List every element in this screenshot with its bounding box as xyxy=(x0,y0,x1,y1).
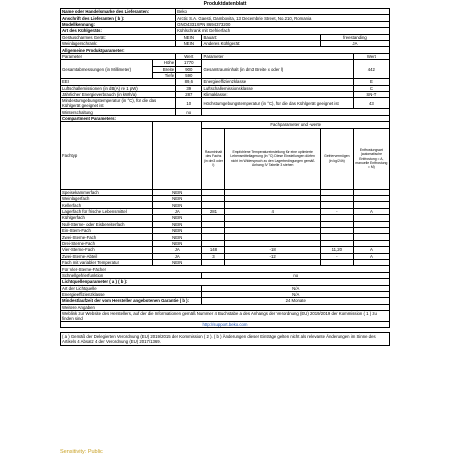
annual-energy-value: 287 xyxy=(176,92,202,98)
compartment-temp: 4 xyxy=(225,208,320,214)
compartment-name: Fach mit variabler Temperatur xyxy=(61,259,153,265)
compartment-name: Weinlagerfach xyxy=(61,196,153,202)
warranty-value: 24 Monate xyxy=(202,298,390,304)
noise-value: 39 xyxy=(176,85,202,91)
energy-class-label: Energieeffizienzklasse xyxy=(202,79,353,85)
compartment-present: JA xyxy=(153,247,202,253)
compartment-freeze: - xyxy=(320,253,353,259)
compartment-volume: 148 xyxy=(202,247,225,253)
col-freeze: Gefriervermögen (in kg/24h) xyxy=(320,128,353,189)
compartment-freeze: - xyxy=(320,208,353,214)
winter-value: no xyxy=(176,109,202,115)
quickfreeze-value: no xyxy=(202,272,390,278)
compartment-defrost: A xyxy=(353,253,389,259)
climate-class-value: SN-T xyxy=(353,92,389,98)
compartment-present: JA xyxy=(153,208,202,214)
compartment-volume: 3 xyxy=(202,253,225,259)
other-appliance-value: JA xyxy=(320,40,389,46)
light-class-value: N/A xyxy=(202,291,390,297)
supplier-address-label: Anschrift des Lieferanten ( b ): xyxy=(61,15,176,21)
compartment-name: Null-Sterne- oder Eisbereiterfach xyxy=(61,221,153,227)
compartment-present: NEIN xyxy=(153,202,202,208)
compartment-present: NEIN xyxy=(153,221,202,227)
col-param: Parameter xyxy=(202,53,353,59)
noise-class-label: Luftschallemissionsklasse xyxy=(202,85,353,91)
compartment-name: Zwei-Sterne-Abteil xyxy=(61,253,153,259)
support-link[interactable]: http://support.beko.com xyxy=(61,322,390,328)
compartment-name: Drei-Sterne-Fach xyxy=(61,240,153,246)
compartment-volume: 281 xyxy=(202,208,225,214)
more-info-label: Weitere Angaben xyxy=(61,304,390,310)
climate-class-label: Klimaklasse: xyxy=(202,92,353,98)
compartment-name: Zwei-Sterne-Fach xyxy=(61,234,153,240)
datasheet-table xyxy=(60,8,390,346)
compartment-present: NEIN xyxy=(153,259,202,265)
eei-value: 89,6 xyxy=(176,79,202,85)
compartment-name: Vier-Sterne-Fach xyxy=(61,247,153,253)
dimensions-label: Gesamtabmessungen (in Millimeter) xyxy=(61,60,153,79)
compartment-freeze: 11,20 xyxy=(320,247,353,253)
weblink-text: Weblink zur Website des Herstellers, auf der die Informationen gemäß Nummer 4 Buchstabe a des Anhangs der Verordnung (EU) 2019/2019 der Kommission ( 1 ) zu finden sind xyxy=(61,311,390,322)
design-label: Bauart: xyxy=(202,34,320,40)
supplier-name-label: Name oder Handelsmarke des Lieferanten: xyxy=(61,9,176,15)
energy-class-value: E xyxy=(353,79,389,85)
light-type-value: N/A xyxy=(202,285,390,291)
light-type-label: Art der Lichtquelle xyxy=(61,285,202,291)
wine-cabinet-value: NEIN xyxy=(176,40,202,46)
warranty-label: Mindestlaufzeit der vom Hersteller angebotenen Garantie ( b ): xyxy=(61,298,202,304)
quickfreeze-label: Schnellgefrierfunktion xyxy=(61,272,202,278)
compartment-present: NEIN xyxy=(153,234,202,240)
footnotes: ( a ) Gemäß der Delegierten Verordnung (EU) 2019/2015 der Kommission ( 2 ). ( b ) Änderungen dieser Einträge gelten nicht als relevante Änderungen im Sinne des Artikels 4 Absatz 4 der Verordnung (EU) 2017/1369. xyxy=(61,333,390,346)
compartment-present: NEIN xyxy=(153,240,202,246)
max-temp-label: Höchstumgebungstemperatur (in °C), für die das Kühlgerät geeignet ist xyxy=(202,98,353,109)
winter-label: Winterschaltung xyxy=(61,109,176,115)
compartment-temp: -18 xyxy=(225,247,320,253)
model-label: Modellkennung: xyxy=(61,21,176,27)
low-noise-value: NEIN xyxy=(176,34,202,40)
compartment-defrost: A xyxy=(353,208,389,214)
fachparameter-header: Fachparameter und -werte xyxy=(202,122,390,128)
supplier-name-value: Beko xyxy=(176,9,390,15)
appliance-type-value: Kühlschrank mit Gefrierfach xyxy=(176,28,390,34)
depth-value: 590 xyxy=(176,72,202,78)
width-label: Breite xyxy=(153,66,176,72)
width-value: 900 xyxy=(176,66,202,72)
appliance-type-label: Art des Kühlgeräts: xyxy=(61,28,176,34)
compartment-name: Ein-Stern-Fach xyxy=(61,227,153,233)
col-value: Wert xyxy=(353,53,389,59)
compartment-name: Lagerfach für frische Lebensmittel xyxy=(61,208,153,214)
col-value: Wert xyxy=(176,53,202,59)
fourstar-label: Für Vier-Sterne-Fächer xyxy=(61,266,390,272)
depth-label: Tiefe xyxy=(153,72,176,78)
wine-cabinet-label: Weinlagerschrank: xyxy=(61,40,176,46)
compartment-present: JA xyxy=(153,253,202,259)
col-param: Parameter xyxy=(61,53,176,59)
compartment-heading: Compartment Parameters: xyxy=(61,115,390,121)
light-heading: Lichtquellenparameter ( a ) ( b ): xyxy=(61,279,390,285)
compartment-present: NEIN xyxy=(153,227,202,233)
sensitivity-label: Sensitivity: Public xyxy=(60,449,103,455)
min-temp-label: Mindestumgebungstemperatur (in °C), für die das Kühlgerät geeignet ist xyxy=(61,98,176,109)
volume-value: 442 xyxy=(353,60,389,79)
compartment-temp: -12 xyxy=(225,253,320,259)
compartment-rows xyxy=(61,189,390,266)
col-volume: Rauminhalt des Fachs (in dm3 oder l) xyxy=(202,128,225,189)
col-temp: Empfohlene Temperatureinstellung für eine optimierte Lebensmittellagerung (in °C) Diese Einstellungen dürfen nicht im Widerspruch zu den Lagerbedingungen gemäß Anhang IV Tabelle 3 stehen xyxy=(225,128,320,189)
annual-energy-label: Jährlicher Energieverbrauch (in kWh/a) xyxy=(61,92,176,98)
sheet-title: Produktdatenblatt xyxy=(203,1,247,7)
compartment-defrost: A xyxy=(353,247,389,253)
col-compartment-type: Fachtyp xyxy=(61,122,153,189)
supplier-address-value: Arctic S.A. Gaesti, Dambovita, 13 Decembrie Street, No.210, Romania xyxy=(176,15,390,21)
compartment-name: Kühlgerfach xyxy=(61,215,153,221)
min-temp-value: 10 xyxy=(176,98,202,109)
col-defrost: Entfrostungsart (automatische Entfrostung = A, manuelle Entfrostung = M) xyxy=(353,128,389,189)
model-value: GNO4331XPN 8694373200 xyxy=(176,21,390,27)
noise-label: Luftschallemissionen (in dB(A) re 1 pW) xyxy=(61,85,176,91)
volume-label: Gesamtrauminhalt (in dm3 Breite x oder l) xyxy=(202,60,353,79)
compartment-present: NEIN xyxy=(153,215,202,221)
eei-label: EEI xyxy=(61,79,176,85)
max-temp-value: 43 xyxy=(353,98,389,109)
product-datasheet xyxy=(60,8,390,346)
compartment-present: NEIN xyxy=(153,189,202,195)
height-value: 1770 xyxy=(176,60,202,66)
other-appliance-label: Anderes Kühlgerät: xyxy=(202,40,320,46)
design-value: freestanding xyxy=(320,34,389,40)
noise-class-value: C xyxy=(353,85,389,91)
compartment-name: Speisekammerfach xyxy=(61,189,153,195)
compartment-name: Kellerfach xyxy=(61,202,153,208)
general-heading: Allgemeine Produktparameter: xyxy=(61,47,390,53)
light-class-label: Energieeffizienzklasse xyxy=(61,291,202,297)
compartment-present: NEIN xyxy=(153,196,202,202)
low-noise-label: Geräuscharmes Gerät: xyxy=(61,34,176,40)
height-label: Höhe xyxy=(153,60,176,66)
